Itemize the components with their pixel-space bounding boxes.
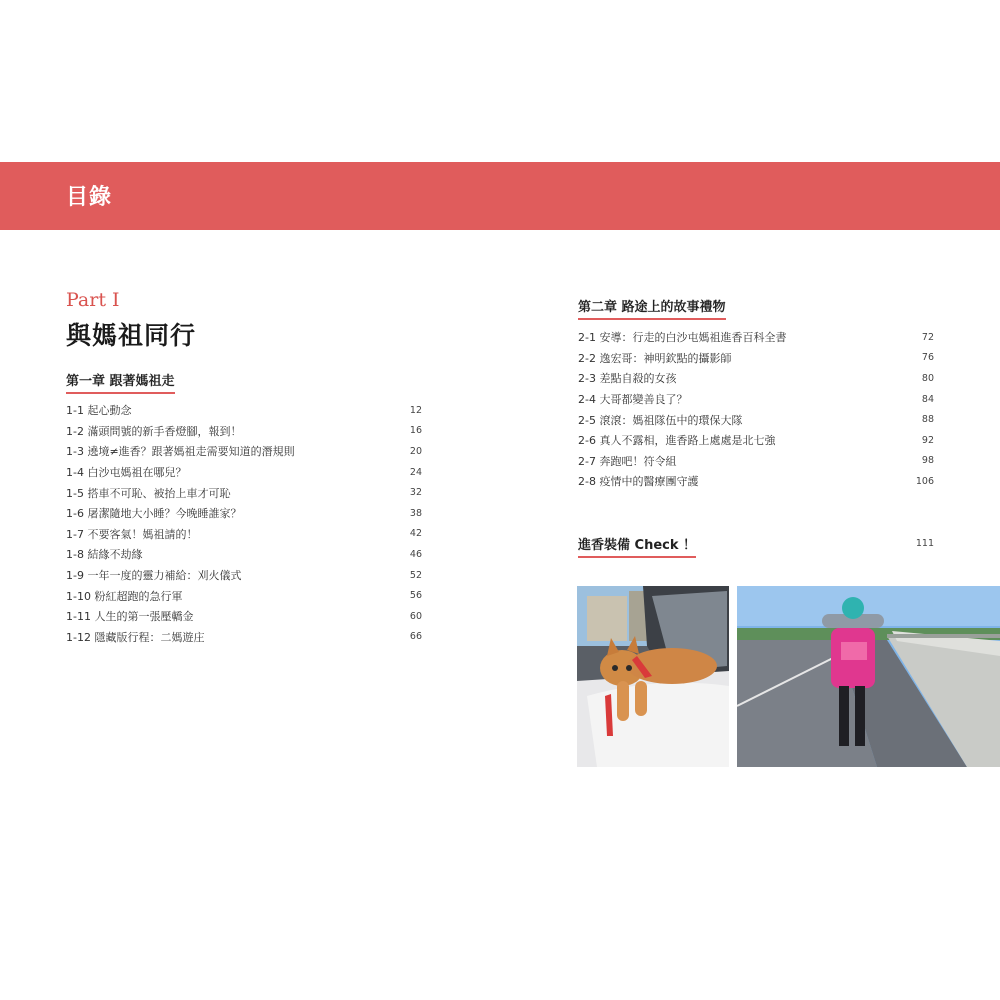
toc-entry[interactable] xyxy=(578,389,934,410)
toc-entry-title: 1-9 一年一度的靈力補給：刈火儀式 xyxy=(66,569,242,583)
toc-entry[interactable] xyxy=(66,606,422,627)
toc-entry[interactable] xyxy=(66,565,422,586)
part-label: Part I xyxy=(66,289,120,311)
toc-entry[interactable] xyxy=(578,409,934,430)
toc-entry-title: 1-8 結緣不劫緣 xyxy=(66,548,143,562)
toc-entry-title: 2-8 疫情中的醫療團守護 xyxy=(578,475,699,489)
toc-entry[interactable] xyxy=(66,524,422,545)
toc-entry-title: 2-2 逸宏哥：神明欽點的攝影師 xyxy=(578,351,732,365)
toc-entry[interactable] xyxy=(578,327,934,348)
chapter-2-heading: 第二章 路途上的故事禮物 xyxy=(578,296,726,320)
toc-entry[interactable] xyxy=(578,471,934,492)
toc-entry-page: 72 xyxy=(921,331,934,343)
chapter-1-toc xyxy=(66,400,422,647)
toc-entry-page: 38 xyxy=(409,507,422,519)
toc-entry-page: 52 xyxy=(409,569,422,581)
toc-entry-title: 2-5 滾滾：媽祖隊伍中的環保大隊 xyxy=(578,413,743,427)
toc-entry[interactable] xyxy=(66,627,422,648)
chapter-1-heading: 第一章 跟著媽祖走 xyxy=(66,370,175,394)
toc-entry-page: 56 xyxy=(409,590,422,602)
toc-entry-page: 76 xyxy=(921,352,934,364)
page-title: 目錄 xyxy=(66,184,113,210)
toc-entry-page: 46 xyxy=(409,548,422,560)
header-banner xyxy=(0,162,1000,230)
toc-entry-page: 80 xyxy=(921,372,934,384)
toc-entry-page: 16 xyxy=(409,425,422,437)
toc-entry-page: 84 xyxy=(921,393,934,405)
toc-entry[interactable] xyxy=(578,430,934,451)
toc-entry-page: 42 xyxy=(409,528,422,540)
toc-entry-page: 98 xyxy=(921,455,934,467)
toc-entry-title: 2-4 大哥都變善良了？ xyxy=(578,393,688,407)
checklist-title: 進香裝備 Check ！ xyxy=(578,534,696,558)
checklist-entry[interactable] xyxy=(578,534,934,558)
cat-in-car-photo xyxy=(577,586,729,767)
checklist-page: 111 xyxy=(915,538,934,549)
toc-entry-title: 1-7 不要客氣！媽祖請的！ xyxy=(66,527,198,541)
chapter-2-toc xyxy=(578,327,934,492)
toc-entry[interactable] xyxy=(66,482,422,503)
toc-entry-title: 2-7 奔跑吧！符令組 xyxy=(578,454,677,468)
pilgrim-walking-photo xyxy=(737,586,1000,767)
toc-entry-page: 12 xyxy=(409,404,422,416)
toc-entry-page: 88 xyxy=(921,414,934,426)
toc-entry[interactable] xyxy=(66,544,422,565)
toc-entry[interactable] xyxy=(66,400,422,421)
toc-entry[interactable] xyxy=(66,503,422,524)
toc-entry[interactable] xyxy=(66,462,422,483)
toc-entry-page: 106 xyxy=(915,475,934,487)
toc-entry-page: 20 xyxy=(409,445,422,457)
toc-entry-title: 1-1 起心動念 xyxy=(66,404,132,418)
toc-entry-title: 1-3 遶境≠進香？跟著媽祖走需要知道的潛規則 xyxy=(66,445,295,459)
toc-entry-title: 1-4 白沙屯媽祖在哪兒？ xyxy=(66,466,187,480)
toc-entry-title: 2-6 真人不露相，進香路上處處是北七強 xyxy=(578,434,776,448)
toc-entry-page: 66 xyxy=(409,631,422,643)
toc-entry-title: 2-1 安導：行走的白沙屯媽祖進香百科全書 xyxy=(578,331,787,345)
toc-entry-page: 60 xyxy=(409,610,422,622)
toc-entry[interactable] xyxy=(66,585,422,606)
toc-entry-page: 32 xyxy=(409,487,422,499)
toc-entry[interactable] xyxy=(66,421,422,442)
toc-entry[interactable] xyxy=(578,368,934,389)
toc-entry[interactable] xyxy=(66,441,422,462)
part-title: 與媽祖同行 xyxy=(66,321,197,350)
toc-entry-title: 1-12 隱藏版行程：二媽遊庄 xyxy=(66,630,205,644)
toc-entry-title: 1-6 屠潔隨地大小睡？今晚睡誰家？ xyxy=(66,507,242,521)
toc-entry[interactable] xyxy=(578,451,934,472)
toc-entry-title: 1-10 粉紅超跑的急行軍 xyxy=(66,589,183,603)
toc-entry[interactable] xyxy=(578,348,934,369)
toc-entry-title: 1-11 人生的第一張壓轎金 xyxy=(66,610,194,624)
toc-entry-title: 2-3 差點自殺的女孩 xyxy=(578,372,677,386)
toc-entry-page: 92 xyxy=(921,434,934,446)
toc-entry-title: 1-2 滿頭問號的新手香燈腳，報到！ xyxy=(66,424,242,438)
toc-entry-page: 24 xyxy=(409,466,422,478)
toc-entry-title: 1-5 搭車不可恥、被抬上車才可恥 xyxy=(66,486,231,500)
